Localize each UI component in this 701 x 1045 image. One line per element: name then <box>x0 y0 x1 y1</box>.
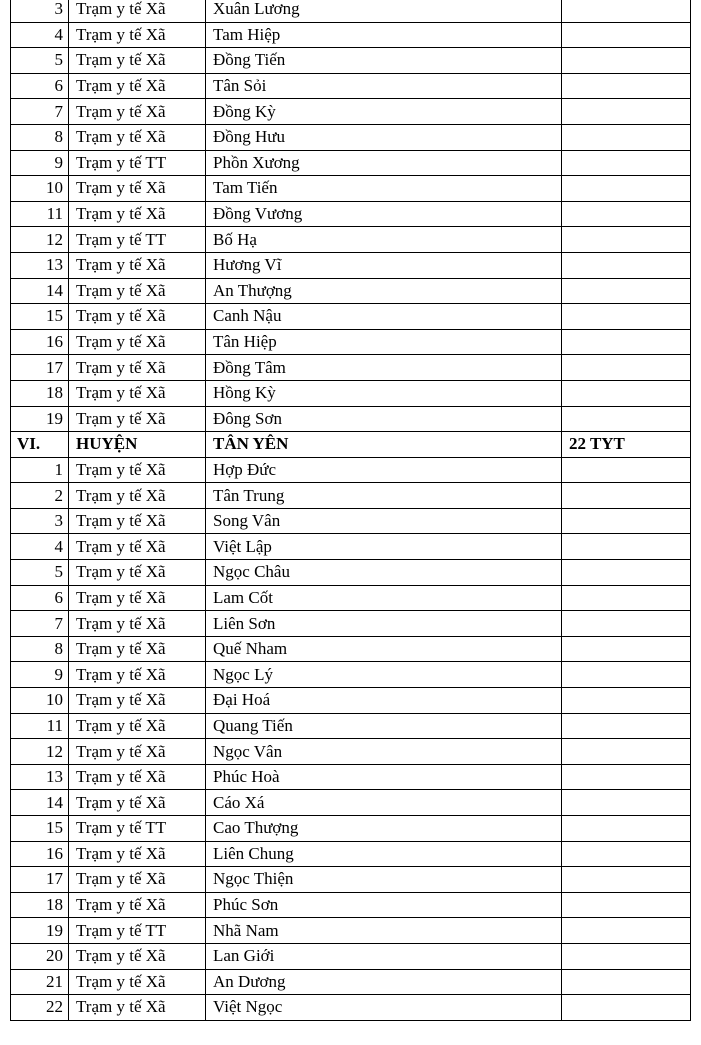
row-number: 20 <box>11 943 69 969</box>
row-number: 2 <box>11 483 69 509</box>
facility-type: Trạm y tế Xã <box>69 892 206 918</box>
row-note <box>562 534 691 560</box>
commune-name: Tam Tiến <box>206 176 562 202</box>
row-note <box>562 483 691 509</box>
row-note <box>562 739 691 765</box>
commune-name: Đồng Tiến <box>206 48 562 74</box>
row-note <box>562 662 691 688</box>
row-note <box>562 611 691 637</box>
table-row <box>11 995 691 1021</box>
commune-name: Quế Nham <box>206 636 562 662</box>
row-note <box>562 73 691 99</box>
facility-type: Trạm y tế Xã <box>69 943 206 969</box>
row-note <box>562 304 691 330</box>
facility-type: Trạm y tế Xã <box>69 406 206 432</box>
row-number: 8 <box>11 124 69 150</box>
commune-name: Phúc Hoà <box>206 764 562 790</box>
table-row <box>11 739 691 765</box>
facility-type: Trạm y tế TT <box>69 150 206 176</box>
table-row <box>11 534 691 560</box>
row-note <box>562 560 691 586</box>
commune-name: Ngọc Châu <box>206 560 562 586</box>
table-row <box>11 176 691 202</box>
row-note <box>562 688 691 714</box>
row-note <box>562 995 691 1021</box>
table-row <box>11 560 691 586</box>
table-row <box>11 790 691 816</box>
row-number: 12 <box>11 227 69 253</box>
table-row <box>11 969 691 995</box>
commune-name: Tân Sỏi <box>206 73 562 99</box>
facility-type: Trạm y tế Xã <box>69 483 206 509</box>
facility-type: Trạm y tế Xã <box>69 124 206 150</box>
row-number: 16 <box>11 329 69 355</box>
row-note <box>562 764 691 790</box>
row-note <box>562 892 691 918</box>
facility-type: Trạm y tế Xã <box>69 201 206 227</box>
facility-type: Trạm y tế Xã <box>69 688 206 714</box>
facility-type: Trạm y tế Xã <box>69 790 206 816</box>
table-row <box>11 304 691 330</box>
row-note <box>562 252 691 278</box>
row-number: 8 <box>11 636 69 662</box>
table-row <box>11 252 691 278</box>
row-number: 3 <box>11 508 69 534</box>
commune-name: Phồn Xương <box>206 150 562 176</box>
table-row <box>11 329 691 355</box>
commune-name: Đông Sơn <box>206 406 562 432</box>
commune-name: Đại Hoá <box>206 688 562 714</box>
row-note <box>562 22 691 48</box>
row-number: 11 <box>11 201 69 227</box>
row-note <box>562 0 691 22</box>
facility-type: Trạm y tế Xã <box>69 995 206 1021</box>
facility-type: Trạm y tế Xã <box>69 380 206 406</box>
commune-name: Cáo Xá <box>206 790 562 816</box>
commune-name: Đồng Vương <box>206 201 562 227</box>
row-note <box>562 585 691 611</box>
commune-name: Hương Vĩ <box>206 252 562 278</box>
commune-name: Ngọc Thiện <box>206 867 562 893</box>
facility-type: Trạm y tế Xã <box>69 22 206 48</box>
commune-name: Cao Thượng <box>206 816 562 842</box>
table-row <box>11 585 691 611</box>
row-note <box>562 48 691 74</box>
commune-name: Phúc Sơn <box>206 892 562 918</box>
table-row <box>11 867 691 893</box>
row-note <box>562 841 691 867</box>
row-note <box>562 201 691 227</box>
row-note <box>562 176 691 202</box>
table-row <box>11 124 691 150</box>
row-number: 21 <box>11 969 69 995</box>
commune-name: Bố Hạ <box>206 227 562 253</box>
commune-name: An Thượng <box>206 278 562 304</box>
facility-type: Trạm y tế Xã <box>69 611 206 637</box>
table-row <box>11 99 691 125</box>
row-number: 1 <box>11 457 69 483</box>
row-number: 16 <box>11 841 69 867</box>
table-row <box>11 943 691 969</box>
facility-type: Trạm y tế Xã <box>69 0 206 22</box>
row-number: 11 <box>11 713 69 739</box>
facility-type: Trạm y tế Xã <box>69 73 206 99</box>
row-number: 13 <box>11 764 69 790</box>
row-number: 4 <box>11 22 69 48</box>
facility-type: Trạm y tế Xã <box>69 99 206 125</box>
row-number: 6 <box>11 585 69 611</box>
table-row <box>11 688 691 714</box>
row-note <box>562 508 691 534</box>
district-name: TÂN YÊN <box>206 432 562 458</box>
row-note <box>562 124 691 150</box>
commune-name: Ngọc Lý <box>206 662 562 688</box>
row-number: 9 <box>11 662 69 688</box>
row-number: 19 <box>11 918 69 944</box>
table-row <box>11 48 691 74</box>
commune-name: Liên Sơn <box>206 611 562 637</box>
row-number: 5 <box>11 560 69 586</box>
row-number: 17 <box>11 867 69 893</box>
commune-name: Đồng Kỳ <box>206 99 562 125</box>
facility-type: Trạm y tế Xã <box>69 278 206 304</box>
row-number: 13 <box>11 252 69 278</box>
facility-type: Trạm y tế Xã <box>69 867 206 893</box>
facility-type: Trạm y tế Xã <box>69 764 206 790</box>
table-row <box>11 892 691 918</box>
section-number: VI. <box>11 432 69 458</box>
row-note <box>562 918 691 944</box>
facility-type: Trạm y tế TT <box>69 918 206 944</box>
row-note <box>562 99 691 125</box>
facility-type: Trạm y tế Xã <box>69 969 206 995</box>
facility-type: Trạm y tế Xã <box>69 508 206 534</box>
row-number: 22 <box>11 995 69 1021</box>
facility-type: Trạm y tế Xã <box>69 739 206 765</box>
table-row <box>11 0 691 22</box>
row-number: 6 <box>11 73 69 99</box>
facility-type: Trạm y tế Xã <box>69 585 206 611</box>
table-row <box>11 227 691 253</box>
table-row <box>11 713 691 739</box>
commune-name: Đồng Hưu <box>206 124 562 150</box>
row-note <box>562 329 691 355</box>
table-row <box>11 611 691 637</box>
table-row <box>11 636 691 662</box>
row-number: 10 <box>11 176 69 202</box>
row-number: 7 <box>11 611 69 637</box>
row-note <box>562 790 691 816</box>
row-number: 4 <box>11 534 69 560</box>
table-row <box>11 841 691 867</box>
row-note <box>562 969 691 995</box>
row-number: 19 <box>11 406 69 432</box>
commune-name: Hợp Đức <box>206 457 562 483</box>
table-row <box>11 457 691 483</box>
row-number: 5 <box>11 48 69 74</box>
facility-type: Trạm y tế Xã <box>69 48 206 74</box>
row-note <box>562 150 691 176</box>
commune-name: Quang Tiến <box>206 713 562 739</box>
commune-name: Việt Lập <box>206 534 562 560</box>
commune-name: Nhã Nam <box>206 918 562 944</box>
commune-name: Tam Hiệp <box>206 22 562 48</box>
station-count: 22 TYT <box>562 432 691 458</box>
facility-type: Trạm y tế Xã <box>69 355 206 381</box>
row-number: 10 <box>11 688 69 714</box>
commune-name: Lan Giới <box>206 943 562 969</box>
district-section-row <box>11 432 691 458</box>
facility-type: Trạm y tế Xã <box>69 560 206 586</box>
row-note <box>562 457 691 483</box>
table-row <box>11 662 691 688</box>
table-row <box>11 406 691 432</box>
row-note <box>562 355 691 381</box>
row-note <box>562 943 691 969</box>
facility-type: Trạm y tế Xã <box>69 329 206 355</box>
row-note <box>562 227 691 253</box>
facility-type: Trạm y tế Xã <box>69 252 206 278</box>
row-number: 15 <box>11 304 69 330</box>
row-number: 9 <box>11 150 69 176</box>
table-row <box>11 22 691 48</box>
commune-name: Liên Chung <box>206 841 562 867</box>
commune-name: An Dương <box>206 969 562 995</box>
row-note <box>562 867 691 893</box>
row-number: 14 <box>11 790 69 816</box>
row-number: 15 <box>11 816 69 842</box>
table-row <box>11 918 691 944</box>
table-row <box>11 355 691 381</box>
row-note <box>562 406 691 432</box>
row-note <box>562 713 691 739</box>
facility-type: Trạm y tế TT <box>69 227 206 253</box>
facility-type: Trạm y tế Xã <box>69 534 206 560</box>
table-body <box>11 0 691 1020</box>
commune-name: Đồng Tâm <box>206 355 562 381</box>
row-note <box>562 636 691 662</box>
row-number: 17 <box>11 355 69 381</box>
row-number: 14 <box>11 278 69 304</box>
commune-name: Song Vân <box>206 508 562 534</box>
facility-type: Trạm y tế TT <box>69 816 206 842</box>
facility-type: Trạm y tế Xã <box>69 304 206 330</box>
table-row <box>11 380 691 406</box>
table-row <box>11 150 691 176</box>
table-row <box>11 483 691 509</box>
commune-name: Ngọc Vân <box>206 739 562 765</box>
commune-name: Canh Nậu <box>206 304 562 330</box>
commune-name: Hồng Kỳ <box>206 380 562 406</box>
commune-name: Tân Hiệp <box>206 329 562 355</box>
section-type: HUYỆN <box>69 432 206 458</box>
row-number: 3 <box>11 0 69 22</box>
row-note <box>562 816 691 842</box>
commune-name: Việt Ngọc <box>206 995 562 1021</box>
facility-type: Trạm y tế Xã <box>69 457 206 483</box>
row-number: 7 <box>11 99 69 125</box>
table-row <box>11 764 691 790</box>
table-row <box>11 201 691 227</box>
facility-type: Trạm y tế Xã <box>69 713 206 739</box>
table-row <box>11 278 691 304</box>
table-row <box>11 816 691 842</box>
table-row <box>11 73 691 99</box>
row-note <box>562 380 691 406</box>
row-number: 12 <box>11 739 69 765</box>
commune-name: Tân Trung <box>206 483 562 509</box>
row-number: 18 <box>11 380 69 406</box>
facility-type: Trạm y tế Xã <box>69 176 206 202</box>
facility-type: Trạm y tế Xã <box>69 841 206 867</box>
row-number: 18 <box>11 892 69 918</box>
commune-name: Xuân Lương <box>206 0 562 22</box>
facility-type: Trạm y tế Xã <box>69 636 206 662</box>
health-station-table <box>10 0 691 1021</box>
row-note <box>562 278 691 304</box>
facility-type: Trạm y tế Xã <box>69 662 206 688</box>
table-row <box>11 508 691 534</box>
commune-name: Lam Cốt <box>206 585 562 611</box>
